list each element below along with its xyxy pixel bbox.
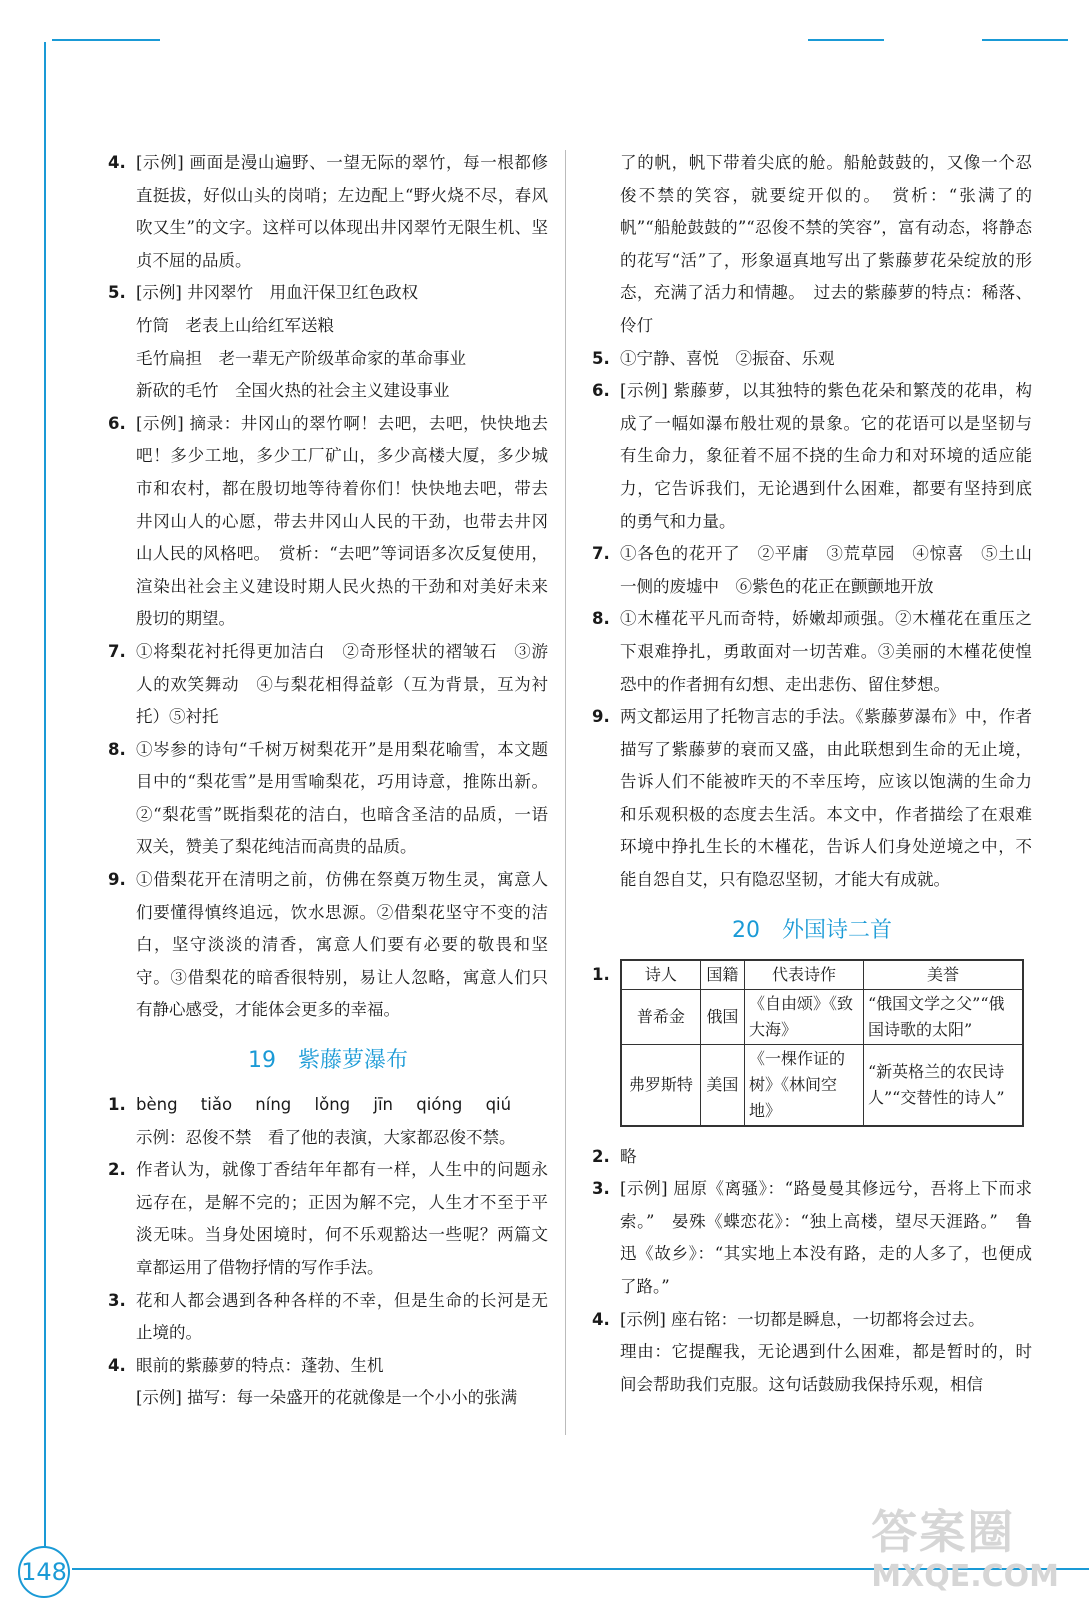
column-divider [565,150,566,1435]
answer-item: 6. [示例] 摘录：井冈山的翠竹啊！去吧，去吧，快快地去吧！多少工地，多少工厂矿山，多少高楼大厦，多少城市和农村，都在殷切地等待着你们！快快地去吧，带去井冈山人的心愿，带去井冈山人民的干劲，也带去井冈山人民的风格吧。 赏析：“去吧”等词语多次反复使用，渲染出社会主义建设时期人民火热的干劲和对美好未来殷切的期望。 [108,413,548,629]
answer-item: 4. 眼前的紫藤萝的特点：蓬勃、生机 [示例] 描写：每一朵盛开的花就像是一个小小的张满 [108,1355,518,1408]
answer-item: 8. ①岑参的诗句“千树万树梨花开”是用梨花喻雪，本文题目中的“梨花雪”是用雪喻梨花，巧用诗意，推陈出新。②“梨花雪”既指梨花的洁白，也暗含圣洁的品质，一语双关，赞美了梨花纯洁而高贵的品质。 [108,739,548,857]
answer-item-continued: 了的帆，帆下带着尖底的舱。船舱鼓鼓的，又像一个忍俊不禁的笑容，就要绽开似的。 赏析：“张满了的帆”“船舱鼓鼓的”“忍俊不禁的笑容”，富有动态，将静态的花写“活”了，形象逼真地写出了紫藤萝花朵绽放的形态，充满了活力和情趣。 过去的紫藤萝的特点：稀落、伶仃 [620,153,1032,335]
table-cell: 普希金 [621,989,700,1044]
answer-item: 2. 作者认为，就像丁香结年年都有一样，人生中的问题永远存在，是解不完的；正因为解不完，人生才不至于平淡无味。当身处困境时，何不乐观豁达一些呢？两篇文章都运用了借物抒情的写作手法。 [108,1160,548,1277]
answer-item: 3. 花和人都会遇到各种各样的不幸，但是生命的长河是无止境的。 [108,1290,548,1343]
answer-item: 9. ①借梨花开在清明之前，仿佛在祭奠万物生灵，寓意人们要懂得慎终追远，饮水思源。②借梨花坚守不变的洁白，坚守淡淡的清香，寓意人们要有必要的敬畏和坚守。③借梨花的暗香很特别，易让人忽略，寓意人们只有静心感受，才能体会更多的幸福。 [108,870,548,1020]
answer-item: 7. ①将梨花衬托得更加洁白 ②奇形怪状的褶皱石 ③游人的欢笑舞动 ④与梨花相得益彰（互为背景，互为衬托）⑤衬托 [108,641,548,727]
watermark [871,1496,1059,1592]
watermark-url: MXQE.COM [871,1559,1059,1594]
section-title-20: 20 外国诗二首 [732,917,892,943]
table-cell: 弗罗斯特 [621,1044,700,1126]
answer-item: 4. [示例] 画面是漫山遍野、一望无际的翠竹，每一根都修直挺拔，好似山头的岗哨；左边配上“野火烧不尽，春风吹又生”的文字。这样可以体现出井冈翠竹无限生机、坚贞不屈的品质。 [108,153,548,270]
table-header: 代表诗作 [745,960,864,990]
table-row [621,989,1023,1044]
section-title-19: 19 紫藤萝瀑布 [248,1048,408,1074]
table-cell: “俄国文学之父”“俄国诗歌的太阳” [864,989,1024,1044]
table-header-row [621,960,1023,990]
table-row [621,1044,1023,1126]
answer-item-table: 1. 诗人 国籍 代表诗作 美誉 普希金 俄国 《自由颂》《致大海》 “俄国文学之父”“俄国诗歌的太阳” 弗罗斯特 美国 《一棵作证的树》《林间空地》 “新英格兰的农民诗人”“交替性的诗人” [592,959,1032,1127]
left-column [108,147,548,1415]
table-cell: 美国 [700,1044,744,1126]
left-margin-rule [44,42,46,1547]
page-number: 148 [18,1546,70,1598]
answer-item: 4. [示例] 座右铭：一切都是瞬息，一切都将会过去。 理由：它提醒我，无论遇到什么困难，都是暂时的，时间会帮助我们克服。这句话鼓励我保持乐观，相信 [592,1309,1032,1394]
answer-item: 7. ①各色的花开了 ②平庸 ③荒草园 ④惊喜 ⑤土山一侧的废墟中 ⑥紫色的花正在颤颤地开放 [592,544,1032,596]
answer-item: 1. bèng tiǎo níng lǒng jīn qióng qiú 示例：忍俊不禁 看了他的表演，大家都忍俊不禁。 [108,1089,548,1154]
answer-item: 3. [示例] 屈原《离骚》：“路曼曼其修远兮，吾将上下而求索。” 晏殊《蝶恋花》：“独上高楼，望尽天涯路。” 鲁迅《故乡》：“其实地上本没有路，走的人多了，也便成了路。” [592,1179,1032,1297]
top-rule-mid [808,39,884,41]
answer-item: 6. [示例] 紫藤萝，以其独特的紫色花朵和繁茂的花串，构成了一幅如瀑布般壮观的景象。它的花语可以是坚韧与有生命力，象征着不屈不挠的生命力和对环境的适应能力，它告诉我们，无论遇到什么困难，都要有坚持到底的勇气和力量。 [592,381,1032,531]
pinyin-line: bèng tiǎo níng lǒng jīn qióng qiú [136,1095,512,1115]
table-header: 诗人 [621,960,700,990]
table-header: 美誉 [864,960,1024,990]
top-rule-right [982,39,1068,41]
table-cell: 《一棵作证的树》《林间空地》 [745,1044,864,1126]
table-cell: “新英格兰的农民诗人”“交替性的诗人” [864,1044,1024,1126]
answer-item: 9. 两文都运用了托物言志的手法。《紫藤萝瀑布》中，作者描写了紫藤萝的衰而又盛，由此联想到生命的无止境，告诉人们不能被昨天的不幸压垮，应该以饱满的生命力和乐观积极的态度去生活。本文中，作者描绘了在艰难环境中挣扎生长的木槿花，告诉人们身处逆境之中，不能自怨自艾，只有隐忍坚韧，才能大有成就。 [592,707,1032,890]
top-rule-left [52,39,160,41]
answer-item: 5. ①宁静、喜悦 ②振奋、乐观 [592,348,835,368]
table-cell: 俄国 [700,989,744,1044]
right-column [592,147,1032,1401]
table-header: 国籍 [700,960,744,990]
answer-item: 5. [示例] 井冈翠竹 用血汗保卫红色政权 竹筒 老表上山给红军送粮 毛竹扁担 老一辈无产阶级革命家的革命事业 新砍的毛竹 全国火热的社会主义建设事业 [108,283,466,401]
answer-item: 8. ①木槿花平凡而奇特，娇嫩却顽强。②木槿花在重压之下艰难挣扎，勇敢面对一切苦难。③美丽的木槿花使惶恐中的作者拥有幻想、走出悲伤、留住梦想。 [592,609,1032,694]
poets-table [620,959,1024,1127]
answer-item: 2. 略 [592,1146,637,1166]
table-cell: 《自由颂》《致大海》 [745,989,864,1044]
watermark-logo-text: 答案圈 [871,1505,1016,1559]
